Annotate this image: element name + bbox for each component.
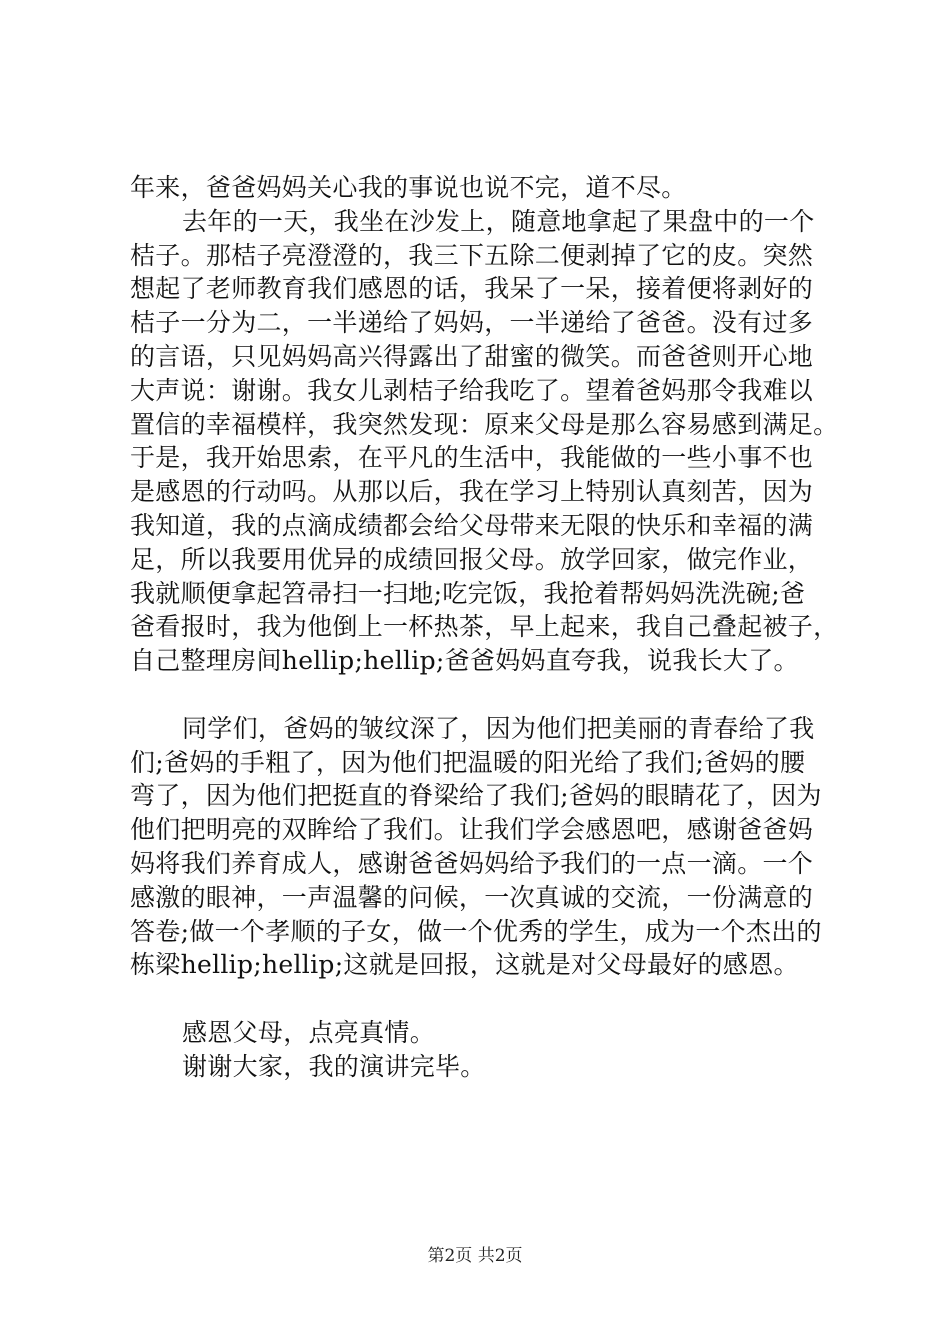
text-line: 们;爸妈的手粗了，因为他们把温暖的阳光给了我们;爸妈的腰	[130, 747, 806, 777]
text-line: 置信的幸福模样，我突然发现：原来父母是那么容易感到满足。	[130, 409, 839, 439]
text-line: 他们把明亮的双眸给了我们。让我们学会感恩吧，感谢爸爸妈	[130, 815, 814, 845]
text-line: 妈将我们养育成人，感谢爸爸妈妈给予我们的一点一滴。一个	[130, 848, 814, 878]
text-line: 感恩父母，点亮真情。	[182, 1017, 436, 1047]
text-line: 弯了，因为他们把挺直的脊梁给了我们;爸妈的眼睛花了，因为	[130, 781, 822, 811]
text-line: 我知道，我的点滴成绩都会给父母带来无限的快乐和幸福的满	[130, 510, 814, 540]
text-line: 去年的一天，我坐在沙发上，随意地拿起了果盘中的一个	[182, 206, 815, 236]
text-line: 感激的眼神，一声温馨的问候，一次真诚的交流，一份满意的	[130, 882, 814, 912]
text-line: 想起了老师教育我们感恩的话，我呆了一呆，接着便将剥好的	[130, 274, 814, 304]
text-line: 桔子。那桔子亮澄澄的，我三下五除二便剥掉了它的皮。突然	[130, 240, 814, 270]
text-line: 足，所以我要用优异的成绩回报父母。放学回家，做完作业，	[130, 544, 814, 574]
text-line: 桔子一分为二，一半递给了妈妈，一半递给了爸爸。没有过多	[130, 308, 814, 338]
text-line: 于是，我开始思索，在平凡的生活中，我能做的一些小事不也	[130, 443, 814, 473]
text-line: 栋梁hellip;hellip;这就是回报，这就是对父母最好的感恩。	[130, 950, 799, 980]
paragraph-gap	[130, 982, 850, 1016]
text-line: 我就顺便拿起笤帚扫一扫地;吃完饭，我抢着帮妈妈洗洗碗;爸	[130, 578, 806, 608]
text-line: 答卷;做一个孝顺的子女，做一个优秀的学生，成为一个杰出的	[130, 916, 822, 946]
text-line: 爸看报时，我为他倒上一杯热茶，早上起来，我自己叠起被子，	[130, 612, 839, 642]
text-line: 年来，爸爸妈妈关心我的事说也说不完，道不尽。	[130, 173, 687, 202]
text-line: 大声说：谢谢。我女儿剥桔子给我吃了。望着爸妈那令我难以	[130, 375, 814, 405]
text-line: 谢谢大家，我的演讲完毕。	[182, 1051, 486, 1081]
text-line: 的言语，只见妈妈高兴得露出了甜蜜的微笑。而爸爸则开心地	[130, 341, 814, 371]
text-line: 是感恩的行动吗。从那以后，我在学习上特别认真刻苦，因为	[130, 477, 814, 507]
speech-body	[130, 171, 850, 1084]
page-number: 第2页 共2页	[427, 1246, 523, 1266]
page-footer	[0, 1245, 950, 1267]
text-line: 同学们，爸妈的皱纹深了，因为他们把美丽的青春给了我	[182, 713, 815, 743]
paragraph-gap	[130, 678, 850, 712]
text-line: 自己整理房间hellip;hellip;爸爸妈妈直夸我，说我长大了。	[130, 646, 799, 676]
